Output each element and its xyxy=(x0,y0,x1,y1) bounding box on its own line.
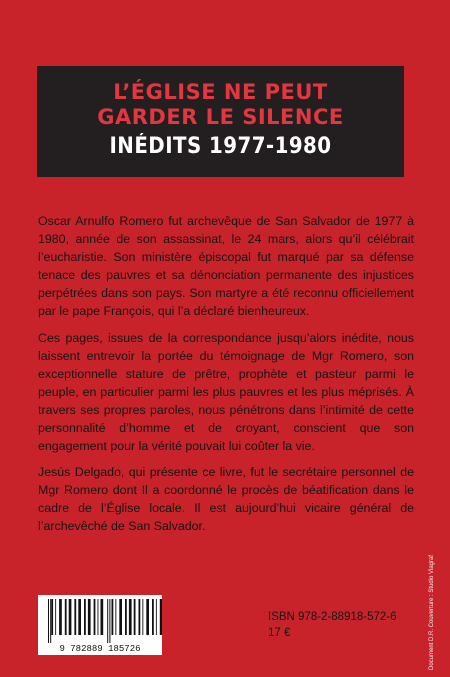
book-subtitle: INÉDITS 1977-1980 xyxy=(109,134,332,159)
barcode-bar xyxy=(98,599,99,635)
barcode-bar xyxy=(59,599,62,635)
barcode-bar xyxy=(78,599,81,635)
barcode-bar xyxy=(48,599,49,643)
barcode-bar xyxy=(109,599,110,643)
barcode-digits: 9 782889 185726 xyxy=(59,644,141,654)
barcode-bar xyxy=(142,599,143,635)
book-title-line-2: GARDER LE SILENCE xyxy=(97,105,344,129)
barcode-bars xyxy=(38,595,162,643)
barcode-bar xyxy=(129,599,132,635)
barcode-bar xyxy=(156,599,157,635)
summary-paragraph-2: Ces pages, issues de la correspondance jusqu’alors inédite, nous laissent entrevoir la portée du témoignage de Mgr Romero, son exceptionnelle stature de prêtre, prophète et pasteur parmi le peuple, en particulier parmi les plus pauvres et les plus méprisés. À travers ses propres paroles, nous pénétrons dans l’intimité de cette personnalité d’homme et de croyant, conscient que son engagement pour la vérité pouvait lui coûter la vie. xyxy=(38,331,414,453)
barcode-bar xyxy=(88,599,91,635)
barcode-bar xyxy=(55,599,56,635)
barcode-bar xyxy=(115,599,116,635)
barcode-bar xyxy=(50,599,51,643)
barcode-bar xyxy=(119,599,122,635)
barcode-bar xyxy=(112,599,114,635)
barcode-bar xyxy=(160,599,162,635)
title-box xyxy=(37,66,404,177)
barcode xyxy=(38,595,162,655)
barcode-bar xyxy=(74,599,76,635)
barcode-bar xyxy=(84,599,86,635)
barcode-bar xyxy=(94,599,96,635)
isbn: ISBN 978-2-88918-572-6 xyxy=(268,611,397,623)
barcode-bar xyxy=(152,599,154,635)
barcode-bar xyxy=(134,599,136,635)
barcode-bar xyxy=(101,599,104,635)
cover-credit: Document D.R. Couverture : Studio Viagraf xyxy=(429,555,435,670)
book-title-line-1: L’ÉGLISE NE PEUT xyxy=(113,80,328,104)
barcode-bar xyxy=(69,599,72,635)
barcode-bar xyxy=(139,599,141,635)
barcode-bar xyxy=(65,599,67,635)
price: 17 € xyxy=(268,627,291,639)
barcode-bar xyxy=(107,599,108,643)
barcode-bar xyxy=(125,599,127,635)
summary-paragraph-3: Jesús Delgado, qui présente ce livre, fut le secrétaire personnel de Mgr Romero dont Il a coordonné le procès de béatification dans le cadre de l’Église locale. Il est aujourd’hui vicaire général de l’archevêché de San Salvador. xyxy=(38,465,414,533)
barcode-bar xyxy=(146,599,149,635)
summary-paragraph-1: Oscar Arnulfo Romero fut archevêque de San Salvador de 1977 à 1980, année de son assassinat, le 24 mars, alors qu’il célébrait l’eucharistie. Son ministère épiscopal fut marqué par sa défense tenace des pauvres et sa dénonciation permanente des injustices perpétrées dans son pays. Son martyre a été reconnu officiellement par le pape François, qui l’a déclaré bienheureux. xyxy=(38,214,414,318)
barcode-bar xyxy=(51,599,53,635)
